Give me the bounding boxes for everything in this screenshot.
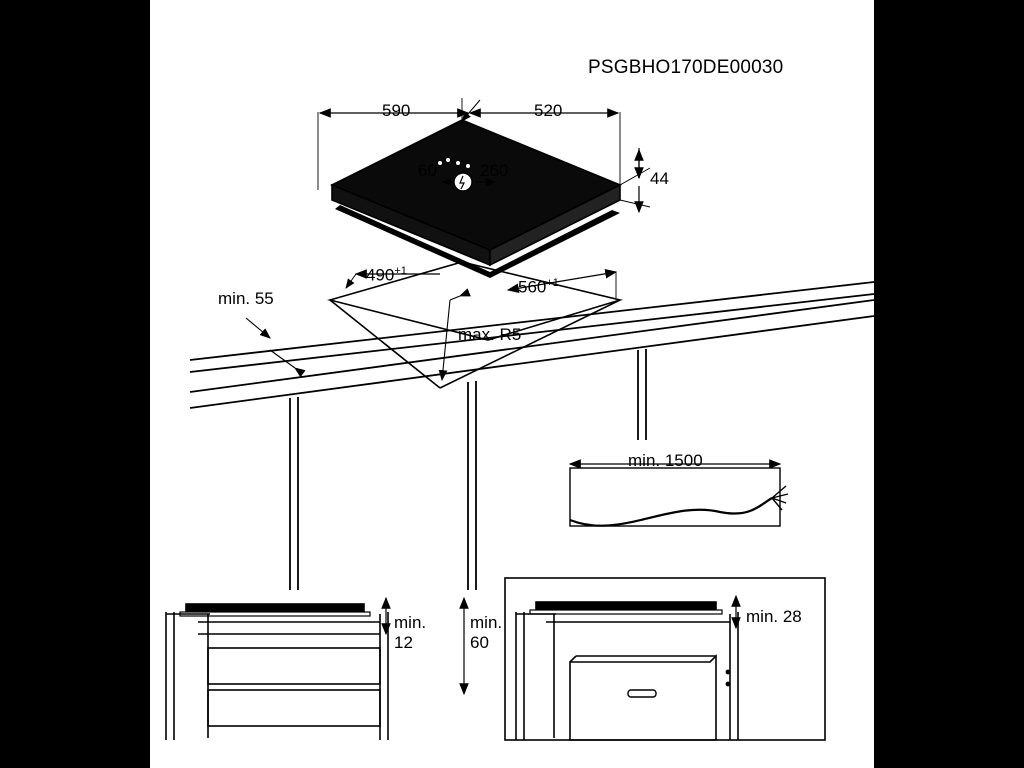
drawing-code: PSGBHO170DE00030 [588, 57, 784, 78]
label-cutout-width: 560 [518, 277, 547, 297]
label-clearance-top-value: 12 [394, 633, 413, 652]
label-clearance-oven: min. 28 [746, 607, 802, 626]
label-clearance-top: min. [394, 613, 427, 632]
label-cutout-width-tolerance: +1 [546, 277, 559, 289]
label-front-offset: 60 [418, 161, 437, 180]
label-corner-radius: max. R5 [458, 325, 522, 344]
label-clearance-bottom: min. [470, 613, 503, 632]
label-cable-length: min. 1500 [628, 451, 703, 470]
label-hob-depth: 520 [534, 101, 563, 120]
label-cutout-depth: 490 [366, 265, 395, 285]
label-hob-width: 590 [382, 101, 411, 120]
label-clearance-bottom-value: 60 [470, 633, 489, 652]
drawing-sheet [150, 0, 874, 768]
drawing-linework [150, 0, 874, 768]
label-hob-height: 44 [650, 169, 669, 188]
label-cutout-depth-tolerance: +1 [394, 265, 407, 277]
label-center-offset: 260 [480, 161, 509, 180]
label-worktop-thickness: min. 55 [218, 289, 274, 308]
